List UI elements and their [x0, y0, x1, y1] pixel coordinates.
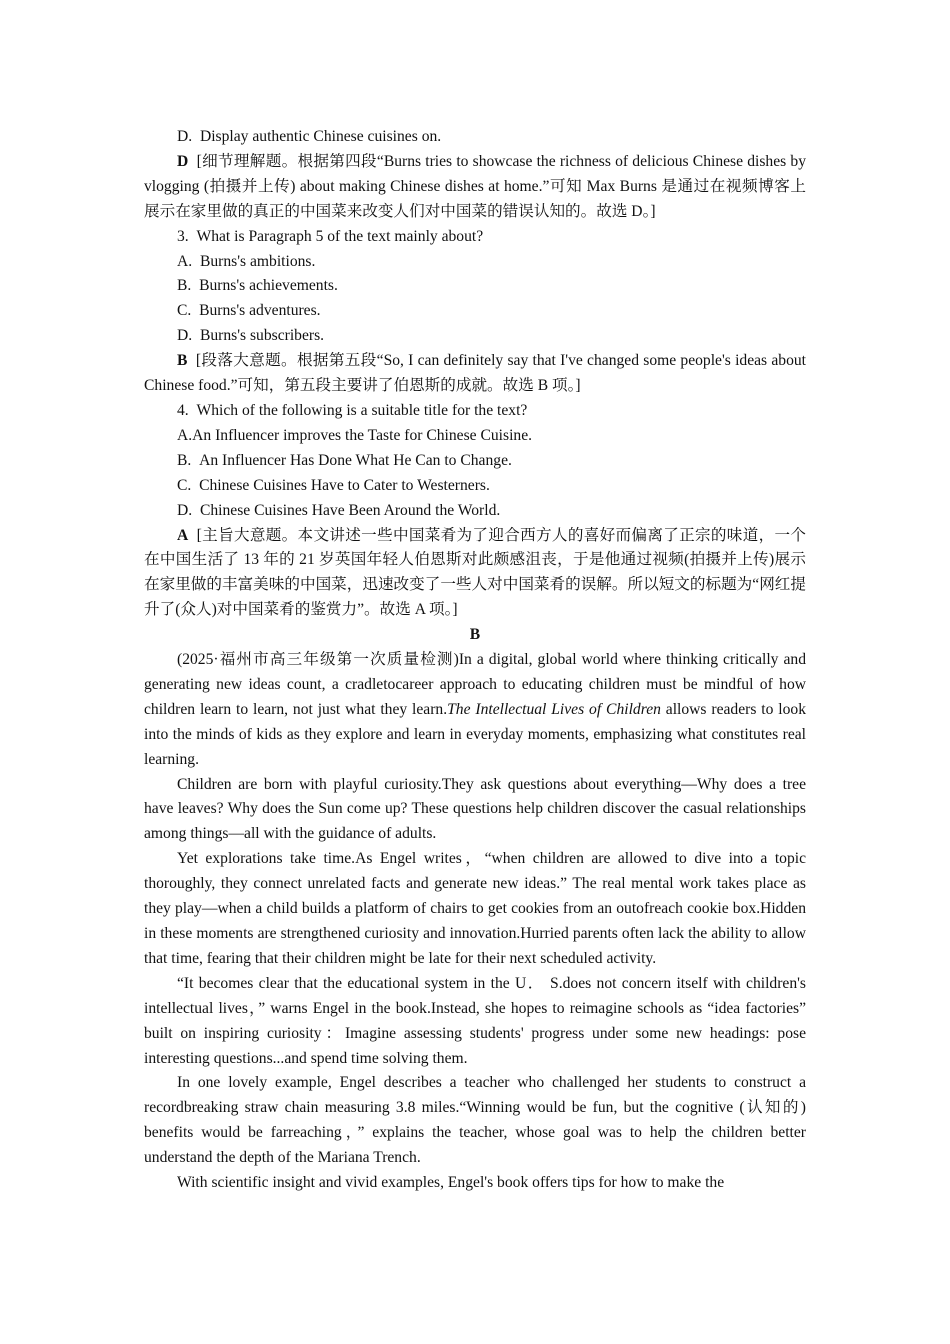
q3-option-b: B. Burns's achievements. [177, 277, 338, 295]
passage-paragraph-3: Yet explorations take time.As Engel writes，“when children are allowed to dive into a topic thoroughly, they connect unrelated facts and generate new ideas.” The real mental work takes place as they play—when a child builds a platform of chairs to get cookies from an outofreach cookie box.Hidden in these moments are strengthened curiosity and innovation.Hurried parents often lack the ability to allow that time, fearing that their children might be late for their next scheduled activity. [144, 850, 806, 967]
q2-option-d: D. Display authentic Chinese cuisines on. [177, 128, 442, 145]
q3-answer-explanation: [段落大意题。根据第五段“So, I can definitely say that I've changed some people's ideas about Chinese food.”可知，第五段主要讲了伯恩斯的成就。故选 B 项。] [144, 352, 806, 395]
q3-option-d: D. Burns's subscribers. [177, 327, 325, 345]
q3-option-a: A. Burns's ambitions. [177, 252, 316, 270]
q2-answer-key: D [177, 152, 189, 170]
passage-paragraph-1 [144, 648, 806, 773]
q3-stem: 3. What is Paragraph 5 of the text mainly about? [177, 227, 484, 245]
q3-answer-key: B [177, 352, 188, 370]
q2-answer [144, 150, 806, 225]
q3-option-c: C. Burns's adventures. [177, 302, 321, 320]
book-title: The Intellectual Lives of Children [447, 700, 661, 718]
passage-paragraph-5: In one lovely example, Engel describes a teacher who challenged her students to construct a recordbreaking straw chain measuring 3.8 miles.“Winning would be fun, but the cognitive (认知的) benefits would be farreaching，” explains the teacher, whose goal was to help the children better understand the depth of the Mariana Trench. [144, 1074, 806, 1167]
document-page [144, 125, 806, 1196]
q4-answer [144, 524, 806, 624]
q3-answer [144, 349, 806, 399]
passage-paragraph-2: Children are born with playful curiosity.They ask questions about everything—Why does a tree have leaves? Why does the Sun come up? These questions help children discover the casual relationships among things—all with the guidance of adults. [144, 775, 806, 843]
q4-answer-key: A [177, 526, 189, 544]
passage-paragraph-4: “It becomes clear that the educational system in the U． S.does not concern itself with children's intellectual lives，” warns Engel in the book.Instead, she hopes to reimagine schools as “idea factories” built on inspiring curiosity：Imagine assessing students' progress under some new headings: pose interesting questions...and spend time solving them. [144, 974, 806, 1067]
q4-option-d: D. Chinese Cuisines Have Been Around the World. [177, 501, 501, 519]
passage-paragraph-6: With scientific insight and vivid examples, Engel's book offers tips for how to make the [177, 1174, 725, 1192]
q4-stem: 4. Which of the following is a suitable title for the text? [177, 401, 528, 419]
q4-option-b: B. An Influencer Has Done What He Can to Change. [177, 451, 512, 469]
section-b-heading: B [469, 626, 481, 644]
q4-option-a: A.An Influencer improves the Taste for Chinese Cuisine. [177, 426, 533, 444]
q4-option-c: C. Chinese Cuisines Have to Cater to Westerners. [177, 476, 490, 494]
q4-answer-explanation: [主旨大意题。本文讲述一些中国菜肴为了迎合西方人的喜好而偏离了正宗的味道，一个在中国生活了 13 年的 21 岁英国年轻人伯恩斯对此颇感沮丧，于是他通过视频(拍摄并上传)展示在家里做的丰富美味的中国菜，迅速改变了一些人对中国菜肴的误解。所以短文的标题为“网红提升了(众人)对中国菜肴的鉴赏力”。故选 A 项。] [144, 526, 806, 619]
paragraph-1-text-a: (2025·福州市高三年级第一次质量检测)In a digital, global world where thinking critically and generating new ideas count, a cradletocareer approach to educating children must be mindful of how children learn to learn, not just what they learn. [144, 651, 806, 718]
q2-answer-explanation: [细节理解题。根据第四段“Burns tries to showcase the richness of delicious Chinese dishes by vlogging (拍摄并上传) about making Chinese dishes at home.”可知 Max Burns 是通过在视频博客上展示在家里做的真正的中国菜来改变人们对中国菜的错误认知的。故选 D。] [144, 152, 806, 220]
paragraph-1-text-b: allows readers to look into the minds of kids as they explore and learn in everyday moments, emphasizing what constitutes real learning. [144, 700, 806, 768]
